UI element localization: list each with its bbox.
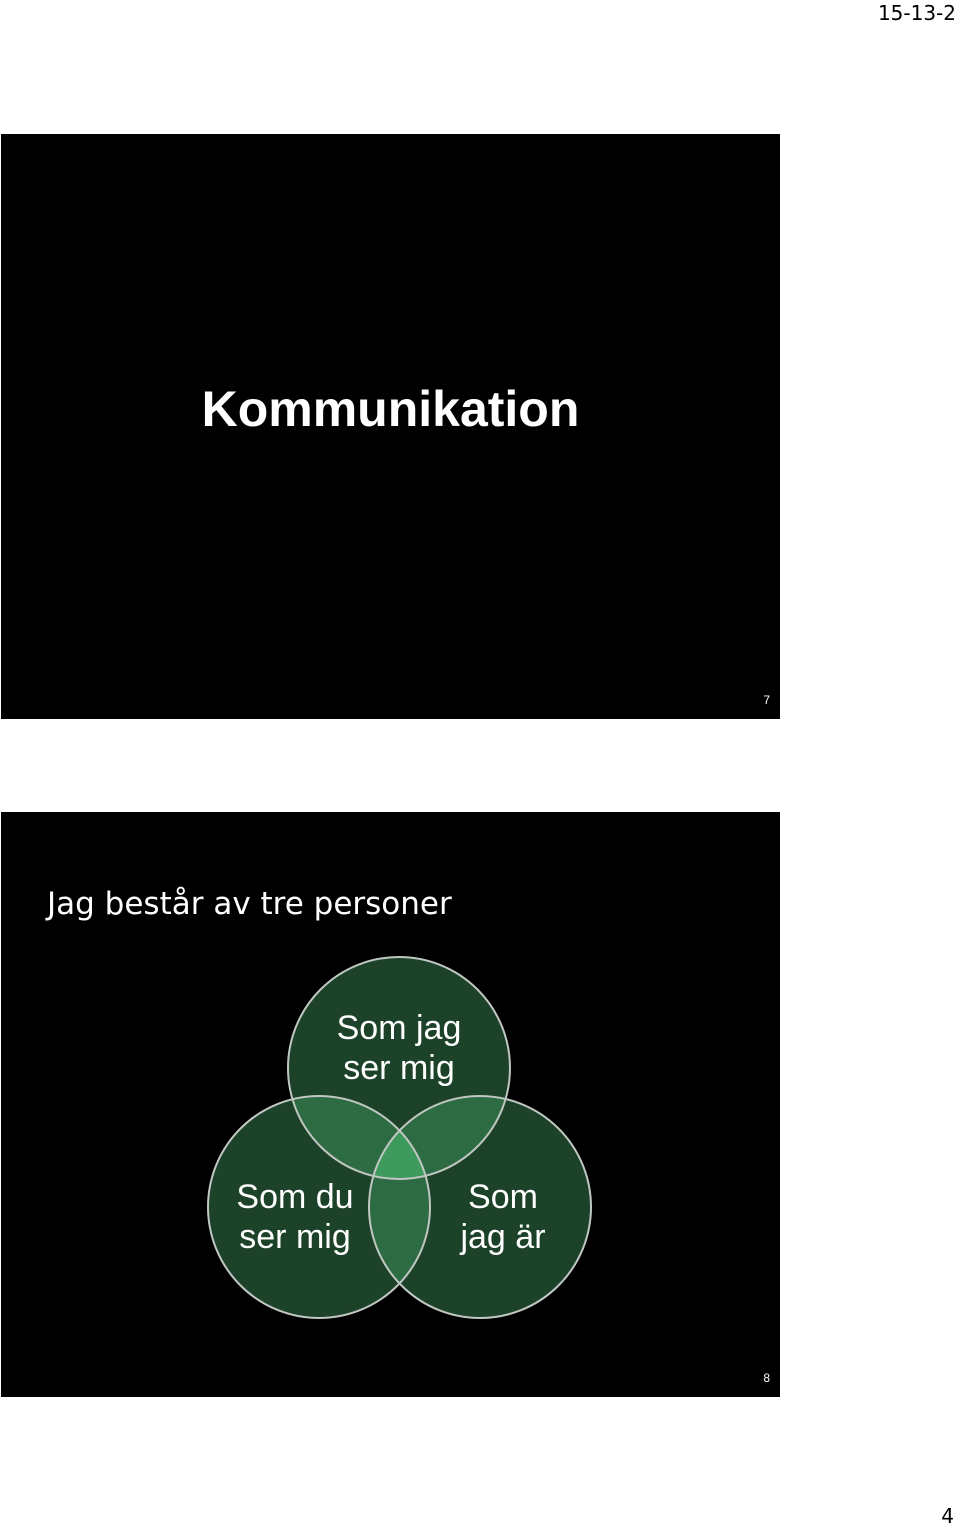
page-number: 4 <box>941 1504 954 1528</box>
venn-label-right-line2: jag är <box>460 1218 546 1256</box>
venn-label-right-line1: Som <box>468 1178 538 1216</box>
slide-number: 7 <box>763 693 770 707</box>
venn-label-left-line1: Som du <box>236 1178 354 1216</box>
slide-tre-personer <box>1 812 780 1397</box>
slide-title: Kommunikation <box>201 381 580 437</box>
slide-number: 8 <box>763 1371 770 1385</box>
venn-label-top-line1: Som jag <box>336 1009 462 1047</box>
venn-label-top-line2: ser mig <box>343 1049 455 1087</box>
slide-kommunikation <box>1 134 780 719</box>
venn-label-left-line2: ser mig <box>239 1218 351 1256</box>
venn-diagram <box>1 812 780 1397</box>
page-date: 15-13-2 <box>877 1 956 25</box>
slide-heading: Jag består av tre personer <box>47 886 452 922</box>
